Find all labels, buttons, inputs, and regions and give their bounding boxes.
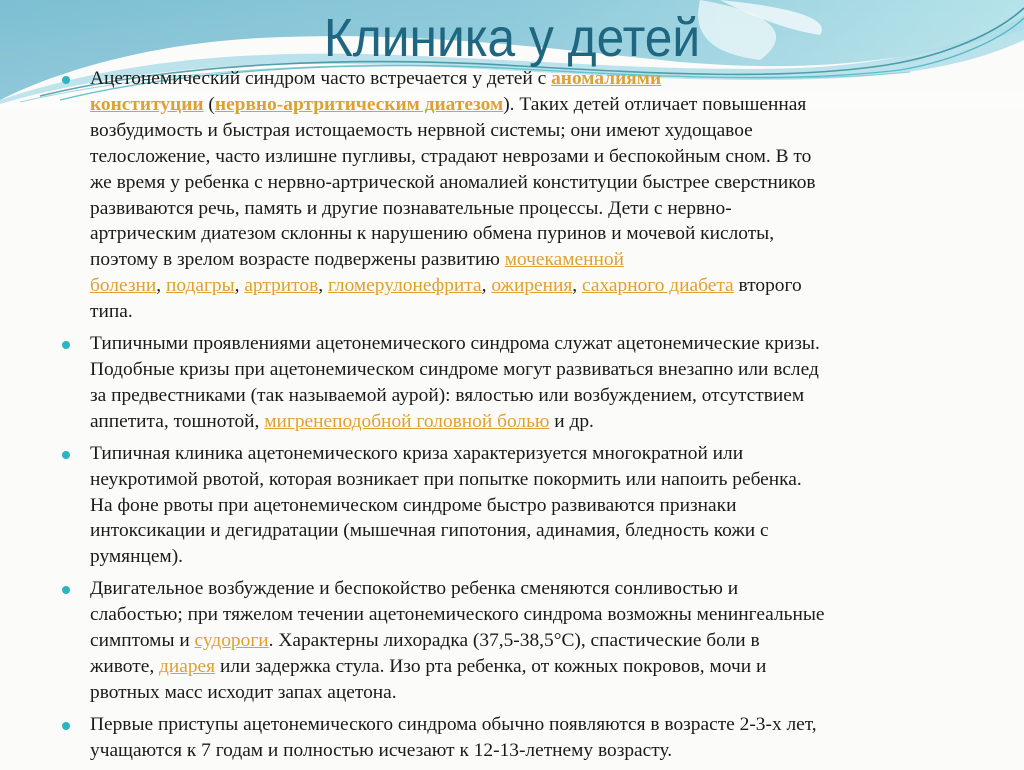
bullet-dot-icon (62, 341, 70, 349)
text-line (90, 493, 1002, 519)
text-segment: румянцем). (90, 546, 184, 568)
bullet-item-typical-clinic (62, 441, 1002, 571)
text-segment: или задержка стула. Изо рта ребенка, от кожных покровов, мочи и (215, 655, 767, 677)
text-segment: возбудимость и быстрая истощаемость нервной системы; они имеют худощавое (90, 119, 753, 141)
text-segment: , (156, 275, 166, 297)
bullet-item-crises (62, 331, 1002, 435)
text-line (90, 654, 1002, 680)
bullet-item-first-attacks (62, 712, 1002, 764)
term-link[interactable]: артритов (244, 275, 319, 297)
text-segment: Подобные кризы при ацетонемическом синдроме могут развиваться внезапно или вслед (90, 358, 819, 380)
term-link[interactable]: мочекаменной (504, 249, 624, 271)
bullet-dot-icon (62, 76, 70, 84)
text-line (90, 66, 1002, 92)
text-segment: поэтому в зрелом возрасте подвержены развитию (90, 249, 505, 271)
term-link[interactable]: ожирения (491, 275, 573, 297)
text-segment: типа. (90, 301, 133, 323)
text-segment: симптомы и (90, 630, 195, 652)
term-link[interactable]: диарея (159, 655, 216, 677)
text-segment: же время у ребенка с нервно-артрической аномалией конституции быстрее сверстников (90, 171, 816, 193)
bullet-text (90, 66, 1002, 325)
text-segment: Первые приступы ацетонемического синдрома обычно появляются в возрасте 2-3-х лет, (90, 713, 817, 735)
text-segment: Ацетонемический синдром часто встречается у детей с (90, 68, 552, 89)
text-segment: слабостью; при тяжелом течении ацетонемического синдрома возможны менингеальные (90, 604, 825, 626)
text-line (90, 331, 1002, 357)
text-line (90, 409, 1002, 435)
text-segment: , (572, 275, 582, 297)
slide-title: Клиника у детей (323, 8, 701, 68)
text-line (90, 247, 1002, 273)
text-line (90, 196, 1002, 222)
text-line (90, 518, 1002, 544)
text-segment: развиваются речь, память и другие познавательные процессы. Дети с нервно- (90, 197, 732, 219)
text-segment: и др. (549, 410, 594, 432)
text-line (90, 383, 1002, 409)
text-line (90, 602, 1002, 628)
bullet-dot-icon (62, 451, 70, 459)
text-segment: Типичная клиника ацетонемического криза характеризуется многократной или (90, 442, 744, 464)
text-segment: На фоне рвоты при ацетонемическом синдроме быстро развиваются признаки (90, 494, 737, 516)
text-line (90, 628, 1002, 654)
term-link[interactable]: аномалиями (551, 68, 662, 89)
bullet-text (90, 331, 1002, 435)
term-link[interactable]: судороги (194, 630, 269, 652)
term-link[interactable]: мигренеподобной головной болью (264, 410, 550, 432)
text-segment: Двигательное возбуждение и беспокойство ребенка сменяются сонливостью и (90, 578, 739, 600)
text-segment: неукротимой рвотой, которая возникает при попытке покормить или напоить ребенка. (90, 468, 802, 490)
term-link[interactable]: сахарного диабета (582, 275, 734, 297)
term-link[interactable]: болезни (90, 275, 157, 297)
text-line (90, 357, 1002, 383)
text-line (90, 576, 1002, 602)
text-segment: ). Таких детей отличает повышенная (503, 93, 807, 115)
text-line (90, 544, 1002, 570)
text-line (90, 680, 1002, 706)
term-link[interactable]: нервно-артритическим диатезом (214, 93, 504, 115)
text-line (90, 712, 1002, 738)
term-link[interactable]: конституции (90, 93, 204, 115)
text-line (90, 441, 1002, 467)
bullet-dot-icon (62, 722, 70, 730)
text-segment: . Характерны лихорадка (37,5-38,5°С), спастические боли в (268, 630, 760, 652)
text-segment: аппетита, тошнотой, (90, 410, 265, 432)
text-line (90, 170, 1002, 196)
bullet-text (90, 576, 1002, 706)
text-segment: ( (203, 93, 215, 115)
text-line (90, 467, 1002, 493)
text-line (90, 738, 1002, 764)
bullet-text (90, 712, 1002, 764)
bullet-item-motor-excitation (62, 576, 1002, 706)
text-line (90, 118, 1002, 144)
text-line (90, 221, 1002, 247)
text-segment: интоксикации и дегидратации (мышечная гипотония, адинамия, бледность кожи с (90, 520, 769, 542)
bullet-item-constitution (62, 66, 1002, 325)
bullet-dot-icon (62, 586, 70, 594)
bullet-text (90, 441, 1002, 571)
text-segment: артрическим диатезом склонны к нарушению обмена пуринов и мочевой кислоты, (90, 223, 775, 245)
text-segment: , (234, 275, 245, 297)
slide-content (62, 66, 1002, 770)
text-segment: за предвестниками (так называемой аурой): вялостью или возбуждением, отсутствием (90, 384, 805, 406)
text-segment: , (481, 275, 492, 297)
text-segment: рвотных масс исходит запах ацетона. (90, 681, 397, 703)
text-line (90, 273, 1002, 299)
text-line (90, 144, 1002, 170)
term-link[interactable]: подагры (165, 275, 235, 297)
term-link[interactable]: гломерулонефрита (327, 275, 482, 297)
text-segment: Типичными проявлениями ацетонемического синдрома служат ацетонемические кризы. (90, 333, 820, 355)
text-segment: второго (733, 275, 802, 297)
text-segment: телосложение, часто излишне пугливы, страдают неврозами и беспокойным сном. В то (90, 145, 812, 167)
text-line (90, 299, 1002, 325)
text-segment: животе, (90, 655, 160, 677)
text-segment: , (318, 275, 328, 297)
text-line (90, 92, 1002, 118)
text-segment: учащаются к 7 годам и полностью исчезают к 12-13-летнему возрасту. (90, 739, 673, 761)
